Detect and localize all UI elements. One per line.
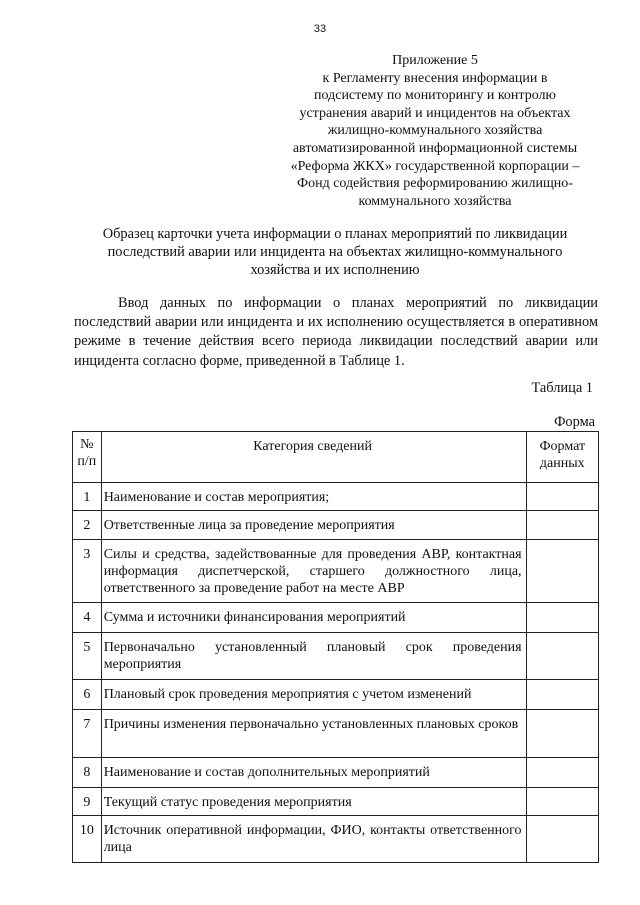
document-title <box>70 225 600 279</box>
row-category: Плановый срок проведения мероприятия с учетом изменений <box>101 680 526 710</box>
table-row <box>73 816 599 863</box>
intro-paragraph: Ввод данных по информации о планах мероприятий по ликвидации последствий аварии или инцидента и их исполнению осуществляется в оперативном режиме в течение действия всего периода ликвидации последствий аварии или инцидента согласно форме, приведенной в Таблице 1. <box>74 295 598 369</box>
appendix-block <box>270 52 600 210</box>
table-row <box>73 680 599 710</box>
appendix-line: «Реформа ЖКХ» государственной корпорации – <box>290 158 580 174</box>
row-category: Наименование и состав мероприятия; <box>101 483 526 511</box>
document-title-line: хозяйства и их исполнению <box>250 262 420 278</box>
row-category: Ответственные лица за проведение мероприятия <box>101 511 526 540</box>
table-caption: Таблица 1 <box>531 380 593 396</box>
table-header-row <box>73 432 599 483</box>
table-row <box>73 633 599 680</box>
row-format <box>526 710 598 758</box>
appendix-line: коммунального хозяйства <box>358 193 512 209</box>
row-format <box>526 633 598 680</box>
row-format <box>526 540 598 603</box>
header-num: № п/п <box>73 432 102 483</box>
row-format <box>526 511 598 540</box>
row-category: Текущий статус проведения мероприятия <box>101 788 526 816</box>
row-num: 3 <box>73 540 102 603</box>
table-row <box>73 483 599 511</box>
row-category: Причины изменения первоначально установленных плановых сроков <box>101 710 526 758</box>
row-num: 4 <box>73 603 102 633</box>
document-title-line: Образец карточки учета информации о планах мероприятий по ликвидации <box>102 226 568 242</box>
row-format <box>526 603 598 633</box>
info-table <box>72 431 599 863</box>
row-format <box>526 816 598 863</box>
table-row <box>73 788 599 816</box>
row-category: Силы и средства, задействованные для проведения АВР, контактная информация диспетчерской, старшего должностного лица, ответственного за проведение работ на месте АВР <box>101 540 526 603</box>
row-category: Первоначально установленный плановый срок проведения мероприятия <box>101 633 526 680</box>
table-row <box>73 758 599 788</box>
row-num: 8 <box>73 758 102 788</box>
row-category: Сумма и источники финансирования мероприятий <box>101 603 526 633</box>
row-num: 7 <box>73 710 102 758</box>
row-num: 5 <box>73 633 102 680</box>
table-row <box>73 603 599 633</box>
table-row <box>73 710 599 758</box>
row-category: Наименование и состав дополнительных мероприятий <box>101 758 526 788</box>
table-row <box>73 511 599 540</box>
appendix-line: устранения аварий и инцидентов на объектах <box>299 105 571 121</box>
row-format <box>526 483 598 511</box>
appendix-line: подсистему по мониторингу и контролю <box>314 88 556 104</box>
row-num: 1 <box>73 483 102 511</box>
row-format <box>526 788 598 816</box>
appendix-line: Фонд содействия реформированию жилищно- <box>297 176 573 192</box>
row-format <box>526 758 598 788</box>
row-format <box>526 680 598 710</box>
row-num: 2 <box>73 511 102 540</box>
header-category: Категория сведений <box>101 432 526 483</box>
document-title-line: последствий аварии или инцидента на объектах жилищно-коммунального <box>107 244 563 260</box>
appendix-line: жилищно-коммунального хозяйства <box>327 123 543 139</box>
appendix-line: к Регламенту внесения информации в <box>322 70 548 86</box>
header-format: Формат данных <box>526 432 598 483</box>
page-number: 33 <box>313 23 327 35</box>
appendix-line: автоматизированной информационной системы <box>292 140 578 156</box>
row-category: Источник оперативной информации, ФИО, контакты ответственного лица <box>101 816 526 863</box>
table-row <box>73 540 599 603</box>
appendix-title: Приложение 5 <box>392 53 478 68</box>
row-num: 9 <box>73 788 102 816</box>
row-num: 6 <box>73 680 102 710</box>
row-num: 10 <box>73 816 102 863</box>
form-label: Форма <box>554 414 595 430</box>
